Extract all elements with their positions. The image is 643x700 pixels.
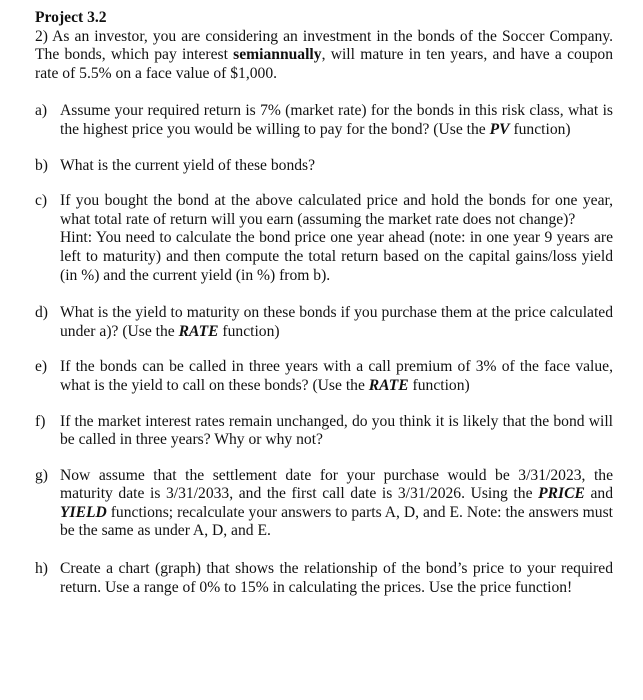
question-a-text-1: Assume your required return is 7% (market rate) for the bonds in this risk class, what is the highest price you would be willing to pay for the bond? (Use the bbox=[60, 102, 613, 138]
question-d-text bbox=[60, 304, 613, 341]
question-b-label: b) bbox=[35, 156, 48, 174]
question-g-text-1: Now assume that the settlement date for your purchase would be 3/31/2023, the maturity date is 3/31/2033, and the first call date is 3/31/2026. Using the bbox=[60, 466, 613, 503]
question-c-body: If you bought the bond at the above calculated price and hold the bonds for one year, what total rate of return will you earn (assuming the market rate does not change)? bbox=[60, 192, 613, 228]
question-e-text bbox=[60, 358, 613, 395]
question-g-text-2: functions; recalculate your answers to parts A, D, and E. Note: the answers must be the same as under A, D, and E. bbox=[60, 503, 613, 540]
question-d-text-1: What is the yield to maturity on these bonds if you purchase them at the price calculated under a)? (Use the bbox=[60, 304, 613, 340]
question-c-hint: Hint: You need to calculate the bond price one year ahead (note: in one year 9 years are left to maturity) and then compute the total return based on the capital gains/loss yield (in %) and the current yield (in %) from b). bbox=[60, 229, 613, 284]
question-h-label: h) bbox=[35, 560, 48, 578]
question-b bbox=[35, 157, 613, 176]
question-b-text: What is the current yield of these bonds? bbox=[60, 156, 316, 174]
problem-intro bbox=[35, 28, 613, 84]
question-d bbox=[35, 304, 613, 341]
question-e-text-1: If the bonds can be called in three years with a call premium of 3% of the face value, what is the yield to call on these bonds? (Use the bbox=[60, 358, 613, 394]
question-a-text-2: function) bbox=[509, 120, 571, 138]
question-f bbox=[35, 413, 613, 450]
question-c-label: c) bbox=[35, 192, 48, 210]
question-d-function: RATE bbox=[178, 322, 219, 340]
question-g-text bbox=[60, 467, 613, 541]
question-e-label: e) bbox=[35, 358, 48, 376]
question-h-text: Create a chart (graph) that shows the relationship of the bond’s price to your required return. Use a range of 0% to 15% in calculating the prices. Use the price function! bbox=[60, 560, 613, 596]
question-a-label: a) bbox=[35, 102, 48, 120]
question-d-label: d) bbox=[35, 304, 48, 322]
question-c-text bbox=[60, 192, 613, 285]
project-title: Project 3.2 bbox=[35, 9, 107, 26]
question-c bbox=[35, 192, 613, 285]
question-e bbox=[35, 358, 613, 395]
intro-text-2: , will mature in ten years, and have a coupon rate of 5.5% on a face value of $1,000. bbox=[35, 46, 614, 82]
question-a bbox=[35, 102, 613, 139]
question-a-text bbox=[60, 102, 613, 139]
intro-text-1: 2) As an investor, you are considering an investment in the bonds of the Soccer Company. The bonds, which pay interest bbox=[35, 27, 613, 64]
question-g-function-yield: YIELD bbox=[60, 503, 107, 521]
question-g-function-price: PRICE bbox=[538, 485, 585, 503]
question-g-text-mid: and bbox=[584, 485, 613, 503]
question-g-label: g) bbox=[35, 466, 48, 484]
question-f-label: f) bbox=[35, 412, 46, 430]
question-e-function: RATE bbox=[368, 376, 409, 394]
question-e-text-2: function) bbox=[408, 376, 470, 394]
question-a-function: PV bbox=[489, 120, 510, 138]
question-d-text-2: function) bbox=[218, 322, 280, 340]
question-f-text: If the market interest rates remain unchanged, do you think it is likely that the bond will be called in three years? Why or why not? bbox=[60, 412, 613, 449]
question-h bbox=[35, 560, 613, 597]
intro-bold-term: semiannually bbox=[233, 46, 322, 64]
question-g bbox=[35, 467, 613, 541]
